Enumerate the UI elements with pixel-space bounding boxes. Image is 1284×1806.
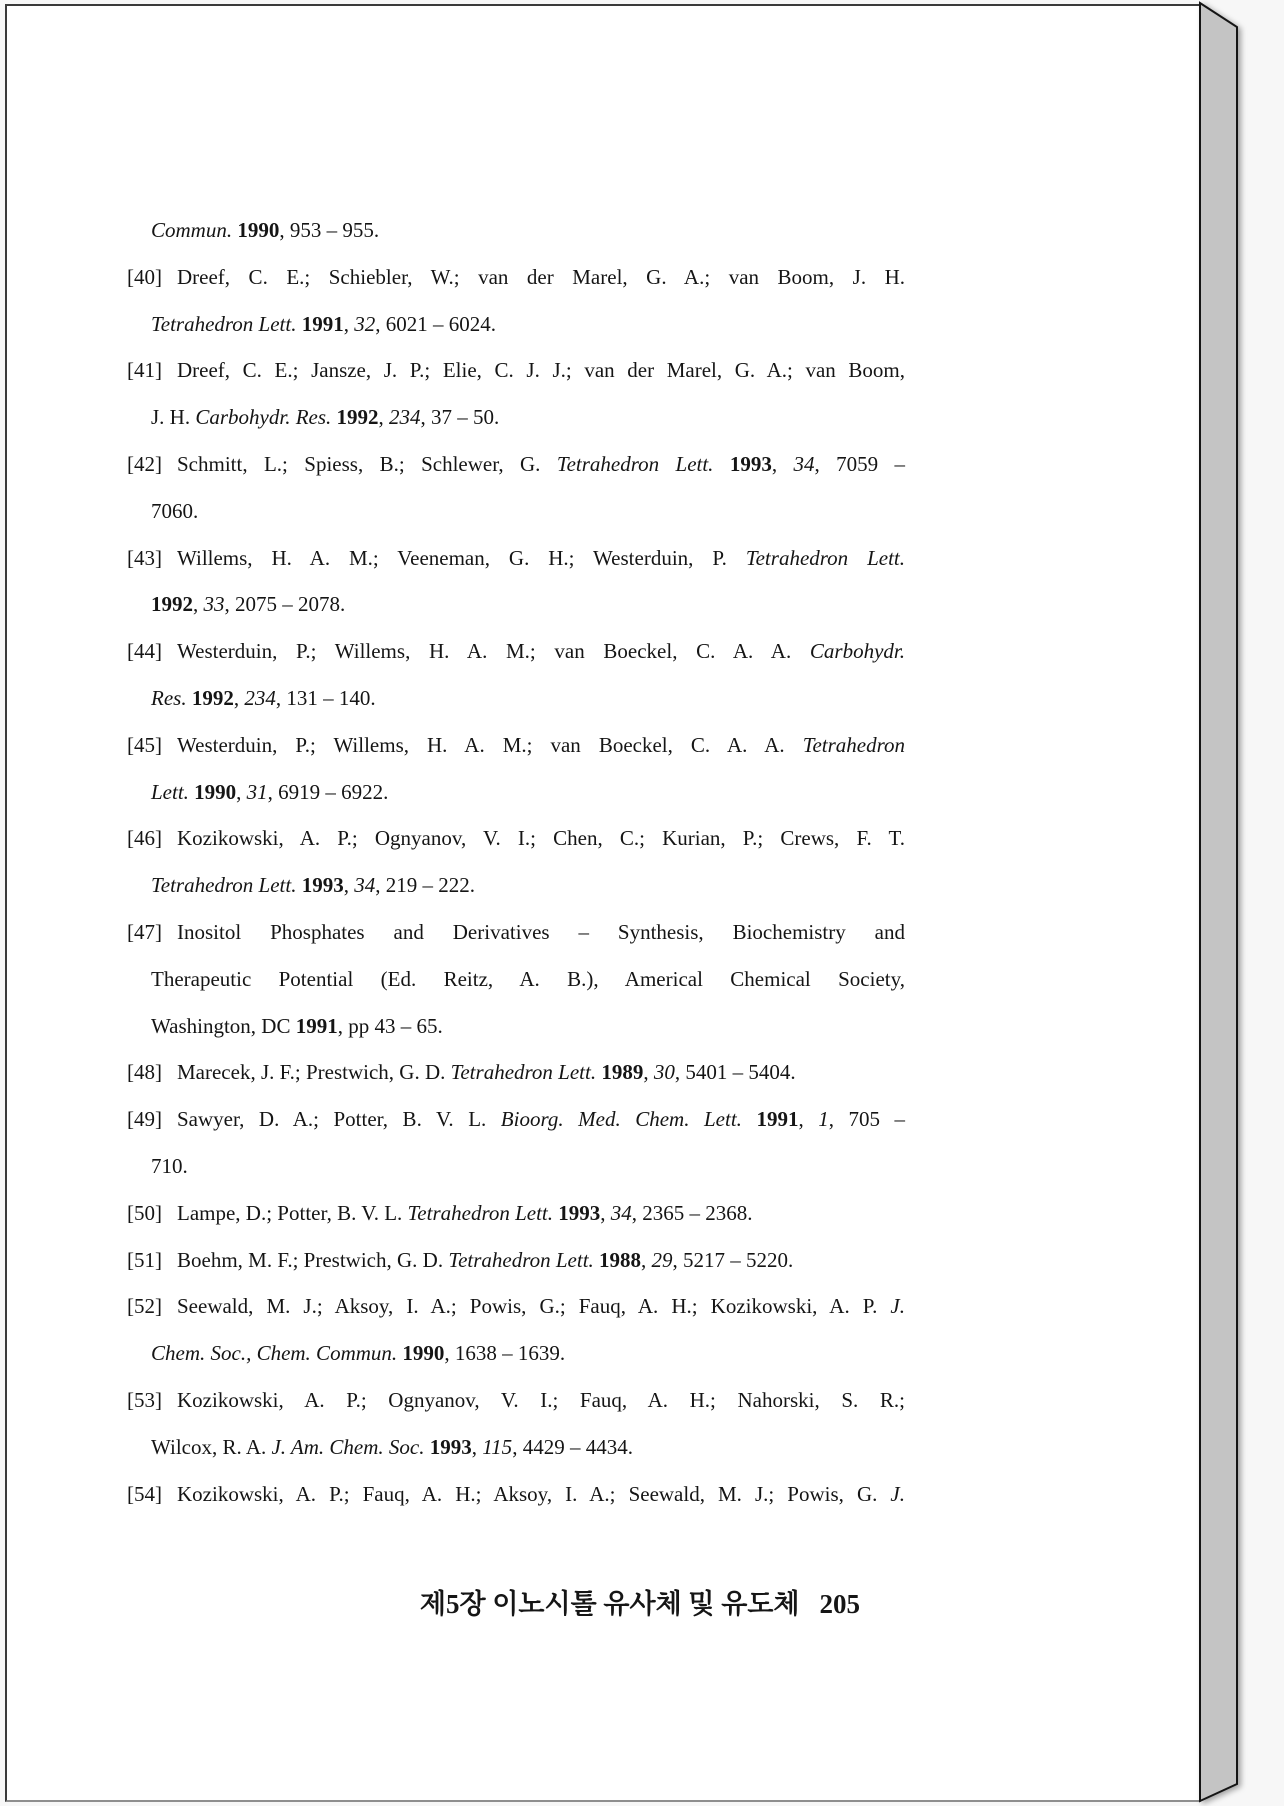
- text-segment: 115: [482, 1434, 513, 1459]
- text-segment: Carbohydr.: [809, 639, 905, 664]
- reference-line: [127, 254, 905, 301]
- text-segment: Dreef, C. E.; Jansze, J. P.; Elie, C. J. J.; van der Marel, G. A.; van Boom,: [177, 358, 905, 383]
- text-segment: , 953 – 955.: [279, 218, 380, 242]
- text-segment: Kozikowski, A. P.; Fauq, A. H.; Aksoy, I. A.; Seewald, M. J.; Powis, G.: [177, 1481, 891, 1506]
- reference-line: [127, 628, 905, 675]
- text-segment: Therapeutic Potential (Ed. Reitz, A. B.), Americal Chemical Society,: [151, 966, 905, 991]
- text-segment: Inositol Phosphates and Derivatives – Synthesis, Biochemistry and: [177, 919, 905, 944]
- text-segment: Boehm, M. F.; Prestwich, G. D.: [177, 1247, 449, 1272]
- text-segment: Tetrahedron Lett.: [556, 451, 714, 476]
- text-segment: , 37 – 50.: [420, 405, 500, 430]
- text-segment: ,: [236, 779, 247, 804]
- page-edge: [1197, 0, 1257, 1806]
- reference-line: [127, 909, 905, 956]
- text-segment: Seewald, M. J.; Aksoy, I. A.; Powis, G.; Fauq, A. H.; Kozikowski, A. P.: [177, 1294, 891, 1319]
- text-segment: 1993: [429, 1434, 472, 1459]
- text-segment: , 7059 –: [814, 451, 905, 476]
- text-segment: ,: [233, 685, 245, 710]
- text-segment: ,: [378, 405, 390, 430]
- text-segment: Lett.: [151, 779, 189, 804]
- text-segment: J.: [890, 1481, 905, 1506]
- text-segment: Lampe, D.; Potter, B. V. L.: [177, 1200, 408, 1225]
- text-segment: Tetrahedron Lett.: [745, 545, 905, 570]
- reference-line: [127, 1424, 905, 1471]
- reference-line: [127, 581, 905, 628]
- reference-line: [127, 1283, 905, 1330]
- text-segment: 1993: [301, 873, 344, 898]
- reference-number: [44]: [127, 639, 162, 664]
- text-segment: Schmitt, L.; Spiess, B.; Schlewer, G.: [177, 451, 557, 476]
- text-segment: ,: [643, 1060, 654, 1085]
- text-segment: 1992: [336, 405, 379, 430]
- reference-number: [40]: [127, 264, 162, 289]
- text-segment: 32: [354, 311, 376, 336]
- text-segment: Tetrahedron: [802, 732, 905, 757]
- text-segment: 234: [244, 685, 276, 710]
- footer-page-number: 205: [819, 1589, 860, 1619]
- text-segment: [713, 452, 729, 476]
- text-segment: Willems, H. A. M.; Veeneman, G. H.; Westerduin, P.: [177, 545, 746, 570]
- reference-number: [51]: [127, 1247, 162, 1272]
- text-segment: , 2365 – 2368.: [631, 1200, 753, 1225]
- reference-line: [127, 862, 905, 909]
- reference-line: [127, 1237, 905, 1284]
- text-segment: 1991: [295, 1013, 338, 1038]
- text-segment: ,: [798, 1107, 819, 1132]
- text-segment: 1990: [402, 1341, 445, 1366]
- text-segment: 31: [246, 779, 268, 804]
- text-segment: , 4429 – 4434.: [512, 1434, 633, 1459]
- text-segment: Wilcox, R. A.: [151, 1434, 272, 1459]
- text-segment: 34: [610, 1200, 632, 1225]
- text-segment: ,: [343, 311, 355, 336]
- text-segment: Westerduin, P.; Willems, H. A. M.; van Boeckel, C. A. A.: [177, 639, 810, 664]
- text-segment: 1991: [756, 1107, 799, 1132]
- page-footer: [420, 1588, 860, 1620]
- text-segment: 34: [354, 873, 376, 898]
- text-segment: , 131 – 140.: [275, 685, 376, 710]
- text-segment: , 705 –: [828, 1107, 906, 1132]
- text-segment: 33: [203, 592, 225, 617]
- text-segment: Tetrahedron Lett.: [151, 311, 297, 336]
- text-segment: Tetrahedron Lett.: [151, 873, 297, 898]
- reference-line: [127, 675, 905, 722]
- text-segment: 1991: [301, 311, 344, 336]
- reference-number: [50]: [127, 1200, 162, 1225]
- text-segment: ,: [600, 1200, 611, 1225]
- reference-number: [53]: [127, 1387, 162, 1412]
- text-segment: ,: [193, 592, 204, 617]
- text-segment: ,: [471, 1434, 483, 1459]
- reference-line: [127, 488, 905, 535]
- text-segment: 34: [793, 451, 815, 476]
- text-segment: Kozikowski, A. P.; Ognyanov, V. I.; Chen, C.; Kurian, P.; Crews, F. T.: [177, 826, 905, 851]
- page-edge-shape: [1200, 3, 1237, 1801]
- text-segment: 29: [651, 1247, 673, 1272]
- reference-line: [127, 394, 905, 441]
- reference-number: [42]: [127, 451, 162, 476]
- reference-list: [127, 207, 905, 1517]
- text-segment: Bioorg. Med. Chem. Lett.: [500, 1107, 742, 1132]
- text-segment: 1989: [601, 1060, 644, 1085]
- reference-line: [127, 535, 905, 582]
- text-segment: , 5217 – 5220.: [672, 1247, 794, 1272]
- reference-line: [127, 815, 905, 862]
- text-segment: J. Am. Chem. Soc.: [271, 1434, 425, 1459]
- text-segment: Tetrahedron Lett.: [407, 1200, 554, 1225]
- text-segment: Commun.: [151, 218, 233, 242]
- text-segment: 30: [653, 1060, 675, 1085]
- reference-number: [47]: [127, 919, 162, 944]
- reference-number: [45]: [127, 732, 162, 757]
- reference-number: [52]: [127, 1294, 162, 1319]
- text-segment: 1: [818, 1107, 829, 1132]
- text-segment: 1993: [729, 451, 772, 476]
- text-segment: 1992: [191, 685, 234, 710]
- reference-line: [127, 1003, 905, 1050]
- text-segment: 234: [389, 405, 421, 430]
- reference-number: [41]: [127, 358, 162, 383]
- reference-line: [127, 1096, 905, 1143]
- reference-line: [127, 301, 905, 348]
- footer-chapter-title: 제5장 이노시톨 유사체 및 유도체: [419, 1589, 800, 1619]
- reference-number: [43]: [127, 545, 162, 570]
- text-segment: Res.: [151, 685, 187, 710]
- text-segment: , pp 43 – 65.: [337, 1013, 443, 1038]
- text-segment: , 2075 – 2078.: [224, 592, 346, 617]
- reference-number: [54]: [127, 1481, 162, 1506]
- text-segment: Sawyer, D. A.; Potter, B. V. L.: [177, 1107, 501, 1132]
- text-segment: Tetrahedron Lett.: [450, 1060, 597, 1085]
- reference-line: [127, 1190, 905, 1237]
- text-segment: Westerduin, P.; Willems, H. A. M.; van Boeckel, C. A. A.: [177, 732, 803, 757]
- reference-line: [127, 1377, 905, 1424]
- text-segment: , 5401 – 5404.: [674, 1060, 796, 1085]
- text-segment: Chem. Soc., Chem. Commun.: [151, 1341, 398, 1366]
- reference-line: [127, 347, 905, 394]
- reference-line: [127, 441, 905, 488]
- text-segment: [742, 1107, 757, 1131]
- text-segment: ,: [343, 873, 355, 898]
- reference-line: [127, 1471, 905, 1518]
- text-segment: Washington, DC: [151, 1013, 296, 1038]
- reference-line: [127, 207, 905, 254]
- reference-line: [127, 722, 905, 769]
- text-segment: 7060.: [151, 498, 199, 523]
- text-segment: 1990: [237, 218, 280, 242]
- text-segment: Marecek, J. F.; Prestwich, G. D.: [177, 1060, 451, 1085]
- text-segment: J.: [890, 1294, 905, 1319]
- text-segment: Dreef, C. E.; Schiebler, W.; van der Marel, G. A.; van Boom, J. H.: [177, 264, 905, 289]
- reference-number: [46]: [127, 826, 162, 851]
- text-segment: , 6021 – 6024.: [375, 311, 496, 336]
- reference-line: [127, 956, 905, 1003]
- text-segment: 1993: [558, 1200, 601, 1225]
- text-segment: 1988: [599, 1247, 642, 1272]
- text-segment: , 219 – 222.: [375, 873, 475, 898]
- text-segment: J. H.: [151, 405, 196, 430]
- text-segment: Carbohydr. Res.: [195, 405, 332, 430]
- text-segment: ,: [641, 1247, 652, 1272]
- reference-number: [49]: [127, 1107, 162, 1132]
- reference-number: [48]: [127, 1060, 162, 1085]
- reference-line: [127, 1143, 905, 1190]
- text-segment: ,: [771, 451, 794, 476]
- text-segment: 1990: [194, 779, 237, 804]
- reference-line: [127, 769, 905, 816]
- text-segment: Tetrahedron Lett.: [448, 1247, 594, 1272]
- reference-line: [127, 1049, 905, 1096]
- text-segment: Kozikowski, A. P.; Ognyanov, V. I.; Fauq, A. H.; Nahorski, S. R.;: [177, 1387, 905, 1412]
- reference-line: [127, 1330, 905, 1377]
- text-segment: , 1638 – 1639.: [444, 1341, 566, 1366]
- text-segment: 1992: [151, 592, 193, 617]
- text-segment: 710.: [151, 1153, 188, 1178]
- text-segment: , 6919 – 6922.: [267, 779, 389, 804]
